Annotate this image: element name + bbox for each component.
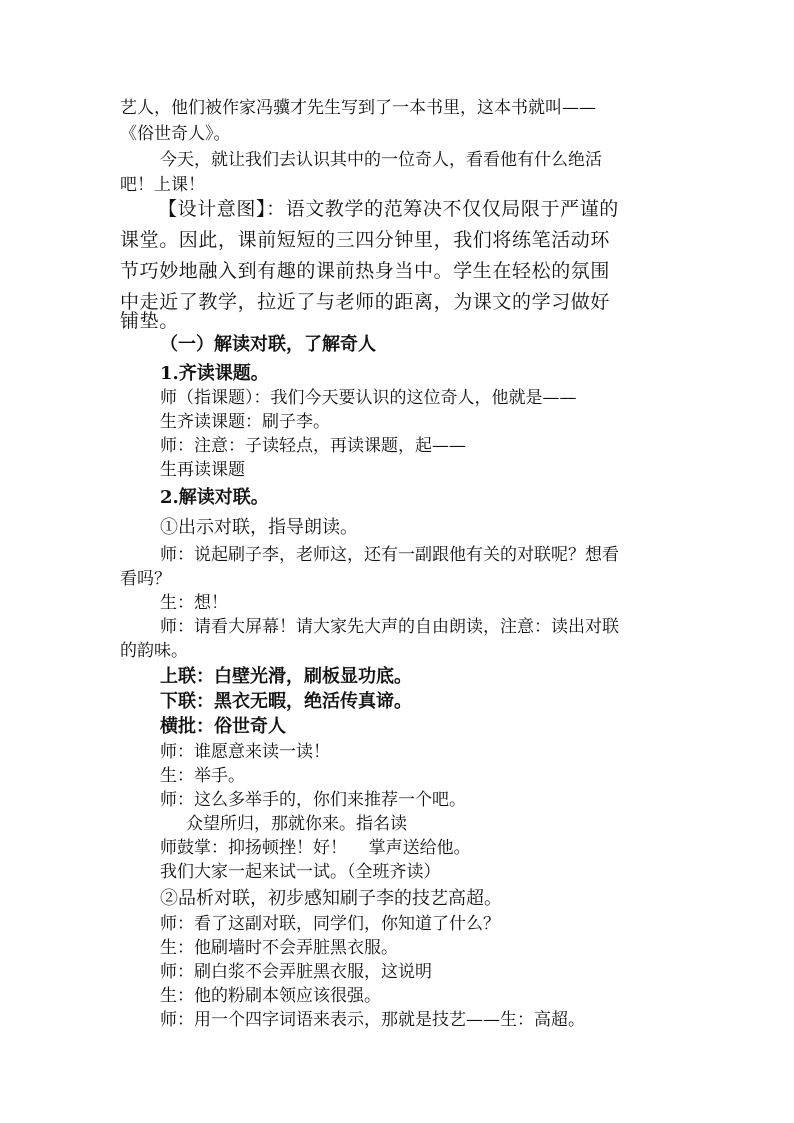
dialogue-line: 生再读课题 [160, 460, 245, 480]
dialogue-line: 生：举手。 [160, 766, 245, 786]
design-intent-line-3: 节巧妙地融入到有趣的课前热身当中。学生在轻松的氛围 [120, 260, 611, 282]
dialogue-line: 师：这么多举手的，你们来推荐一个吧。 [160, 790, 466, 810]
dialogue-line: 众望所归，那就你来。指名读 [186, 814, 407, 834]
section-heading: （一）解读对联，了解奇人 [160, 334, 376, 355]
dialogue-line: 师：注意：子读轻点，再读课题，起—— [160, 436, 466, 456]
dialogue-line: 师鼓掌：抑扬顿挫！好！ 掌声送给他。 [160, 838, 471, 858]
dialogue-line: 师：请看大屏幕！请大家先大声的自由朗读，注意：读出对联 [160, 617, 619, 637]
dialogue-line: 师：刷白浆不会弄脏黑衣服，这说明 [160, 962, 432, 982]
intro-line-4: 吧！上课！ [120, 175, 205, 195]
design-intent-line-2: 课堂。因此，课前短短的三四分钟里，我们将练笔活动环 [120, 229, 611, 251]
design-intent-line-4: 中走近了教学，拉近了与老师的距离，为课文的学习做好 [120, 291, 611, 313]
dialogue-line: 师：谁愿意来读一读！ [160, 742, 330, 762]
dialogue-line: 看吗？ [120, 569, 171, 589]
dialogue-line: 师：用一个四字词语来表示，那就是技艺——生：高超。 [160, 1010, 585, 1030]
dialogue-line: 师：说起刷子李，老师这，还有一副跟他有关的对联呢？想看 [160, 545, 619, 565]
couplet-lower: 下联：黑衣无暇，绝活传真谛。 [160, 691, 412, 712]
couplet-upper: 上联：白壁光滑，刷板显功底。 [160, 666, 412, 687]
subheading-2: ②品析对联，初步感知刷子李的技艺高超。 [160, 888, 502, 909]
design-intent-line-1: 【设计意图】：语文教学的范筹决不仅仅局限于严谨的 [158, 198, 619, 220]
step-2-heading: 2.解读对联。 [160, 487, 269, 508]
dialogue-line: 我们大家一起来试一试。（全班齐读） [160, 862, 441, 882]
intro-line-1: 艺人，他们被作家冯骥才先生写到了一本书里，这本书就叫—— [120, 98, 596, 118]
dialogue-line: 的韵味。 [120, 641, 188, 661]
dialogue-line: 生：他刷墙时不会弄脏黑衣服。 [160, 938, 398, 958]
dialogue-line: 生齐读课题：刷子李。 [160, 412, 330, 432]
step-1-heading: 1.齐读课题。 [160, 363, 269, 384]
dialogue-line: 生：他的粉刷本领应该很强。 [160, 986, 381, 1006]
design-intent-line-5: 铺垫。 [120, 310, 179, 332]
intro-line-2: 《俗世奇人》。 [120, 124, 231, 144]
subheading-1: ①出示对联，指导朗读。 [160, 517, 358, 538]
couplet-horizontal: 横批：俗世奇人 [160, 716, 286, 737]
dialogue-line: 师：看了这副对联，同学们，你知道了什么？ [160, 914, 500, 934]
dialogue-line: 生：想！ [160, 593, 228, 613]
intro-line-3: 今天，就让我们去认识其中的一位奇人，看看他有什么绝活 [160, 150, 602, 170]
dialogue-line: 师（指课题）：我们今天要认识的这位奇人，他就是—— [160, 388, 577, 408]
